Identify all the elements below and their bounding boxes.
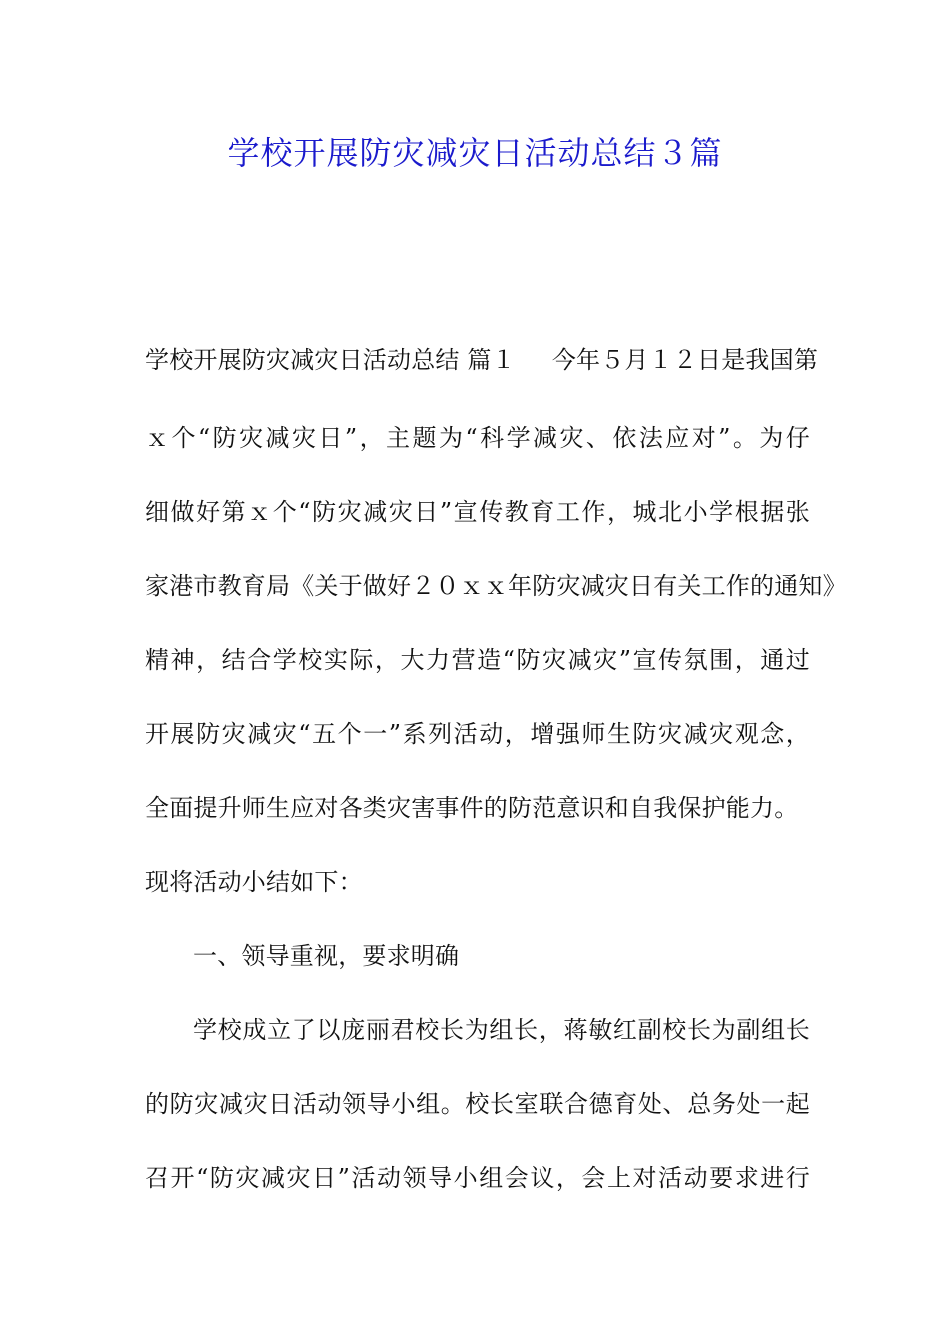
paragraph-line: 家港市教育局《关于做好２０ｘｘ年防灾减灾日有关工作的通知》 <box>145 572 847 600</box>
paragraph-line: 的防灾减灾日活动领导小组。校长室联合德育处、总务处一起 <box>145 1090 810 1118</box>
section-heading: 一、领导重视，要求明确 <box>193 942 460 970</box>
paragraph-line: 开展防灾减灾“五个一”系列活动，增强师生防灾减灾观念， <box>145 720 810 748</box>
paragraph-line <box>145 342 819 378</box>
paragraph-line: ｘ个“防灾减灾日”，主题为“科学减灾、依法应对”。为仔 <box>145 424 810 452</box>
paragraph-line: 精神，结合学校实际，大力营造“防灾减灾”宣传氛围，通过 <box>145 646 810 674</box>
paragraph-line: 全面提升师生应对各类灾害事件的防范意识和自我保护能力。 <box>145 794 799 822</box>
section-heading: 学校开展防灾减灾日活动总结 篇１ <box>145 346 516 374</box>
paragraph-line: 现将活动小结如下： <box>145 868 363 896</box>
paragraph-line: 细做好第ｘ个“防灾减灾日”宣传教育工作，城北小学根据张 <box>145 498 810 526</box>
paragraph-line: 学校成立了以庞丽君校长为组长，蒋敏红副校长为副组长 <box>193 1016 810 1044</box>
paragraph-line: 召开“防灾减灾日”活动领导小组会议，会上对活动要求进行 <box>145 1164 810 1192</box>
paragraph-text: 今年５月１２日是我国第 <box>551 346 819 374</box>
document-title: 学校开展防灾减灾日活动总结３篇 <box>227 134 723 172</box>
